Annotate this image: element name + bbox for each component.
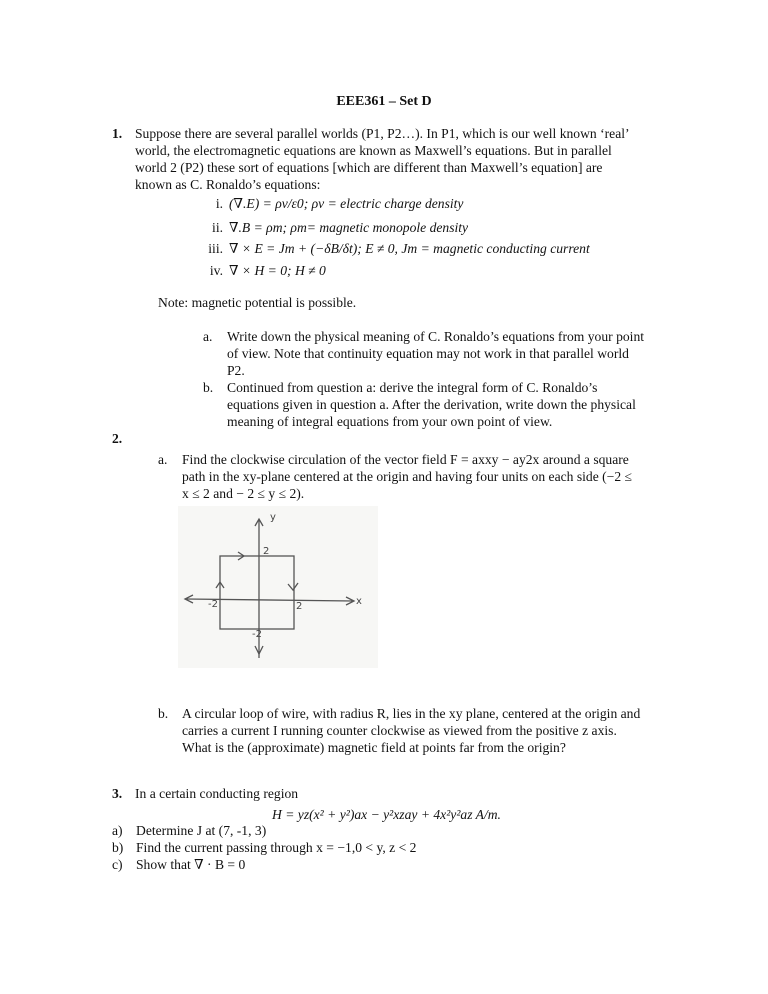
y-axis-label: y xyxy=(270,512,276,523)
part-line: P2. xyxy=(227,363,245,378)
part-letter: a. xyxy=(203,329,213,344)
equation-i xyxy=(193,195,463,212)
x-axis-label: x xyxy=(356,596,362,607)
part-letter: b. xyxy=(203,380,214,395)
part-line: path in the xy-plane centered at the origin and having four units on each side (−2 ≤ xyxy=(182,469,632,484)
part-text: Find the current passing through x = −1,0 < y, z < 2 xyxy=(136,840,417,855)
square-path-diagram xyxy=(178,506,378,668)
part-line: equations given in question a. After the derivation, write down the physical xyxy=(227,397,636,412)
equation-number: ii. xyxy=(212,220,223,235)
equation-iv xyxy=(193,262,326,279)
part-line: Continued from question a: derive the integral form of C. Ronaldo’s xyxy=(227,380,598,395)
equation-number: iii. xyxy=(208,241,223,256)
part-line: Write down the physical meaning of C. Ronaldo’s equations from your point xyxy=(227,329,645,344)
question-1-note: Note: magnetic potential is possible. xyxy=(158,295,357,310)
equation-text: (∇.E) = ρv/ε0; ρv = electric charge density xyxy=(229,196,464,211)
question-3-number: 3. xyxy=(112,786,123,801)
square-path-sketch xyxy=(178,506,378,668)
question-1-number: 1. xyxy=(112,126,123,141)
equation-text: ∇ × E = Jm + (−δB/δt); E ≠ 0, Jm = magnetic conducting current xyxy=(229,241,590,256)
part-line: of view. Note that continuity equation may not work in that parallel world xyxy=(227,346,629,361)
part-letter: a) xyxy=(112,823,123,838)
question-1-intro xyxy=(135,125,695,193)
question-2-number: 2. xyxy=(112,431,123,446)
part-line: meaning of integral equations from your own point of view. xyxy=(227,414,553,429)
question-3-equation: H = yz(x² + y²)ax − y²xzay + 4x²y²az A/m. xyxy=(272,807,501,822)
equation-number: i. xyxy=(215,196,223,211)
equation-iii xyxy=(193,240,590,257)
part-letter: a. xyxy=(158,452,168,467)
part-line: x ≤ 2 and − 2 ≤ y ≤ 2). xyxy=(182,486,305,501)
equation-number: iv. xyxy=(209,263,223,278)
question-1-intro-line: known as C. Ronaldo’s equations: xyxy=(135,177,321,192)
part-line: carries a current I running counter clockwise as viewed from the positive z axis. xyxy=(182,723,617,738)
equation-ii xyxy=(193,219,468,236)
part-line: What is the (approximate) magnetic field at points far from the origin? xyxy=(182,740,566,755)
page-title: EEE361 – Set D xyxy=(336,94,432,109)
right-tick-label: 2 xyxy=(296,601,303,612)
bottom-tick-label: -2 xyxy=(252,629,262,640)
question-1-intro-line: world, the electromagnetic equations are known as Maxwell’s equations. But in parallel xyxy=(135,143,612,158)
part-letter: b. xyxy=(158,706,169,721)
question-1-intro-line: Suppose there are several parallel worlds (P1, P2…). In P1, which is our well known ‘real’ xyxy=(135,126,630,141)
equation-text: ∇.B = ρm; ρm= magnetic monopole density xyxy=(229,220,469,235)
equation-text: ∇ × H = 0; H ≠ 0 xyxy=(229,263,326,278)
square-path xyxy=(220,556,294,629)
part-letter: c) xyxy=(112,857,123,872)
left-tick-label: -2 xyxy=(208,599,218,610)
part-line: A circular loop of wire, with radius R, lies in the xy plane, centered at the origin and xyxy=(182,706,641,721)
part-letter: b) xyxy=(112,840,124,855)
part-text: Show that ∇ · B = 0 xyxy=(136,857,246,872)
question-1-intro-line: world 2 (P2) these sort of equations [which are different than Maxwell’s equation] are xyxy=(135,160,603,175)
question-3-intro: In a certain conducting region xyxy=(135,786,299,801)
top-tick-label: 2 xyxy=(263,546,270,557)
part-line: Find the clockwise circulation of the vector field F = axxy − ay2x around a square xyxy=(182,452,629,467)
part-text: Determine J at (7, -1, 3) xyxy=(136,823,267,838)
direction-arrow-right-side xyxy=(288,583,298,590)
